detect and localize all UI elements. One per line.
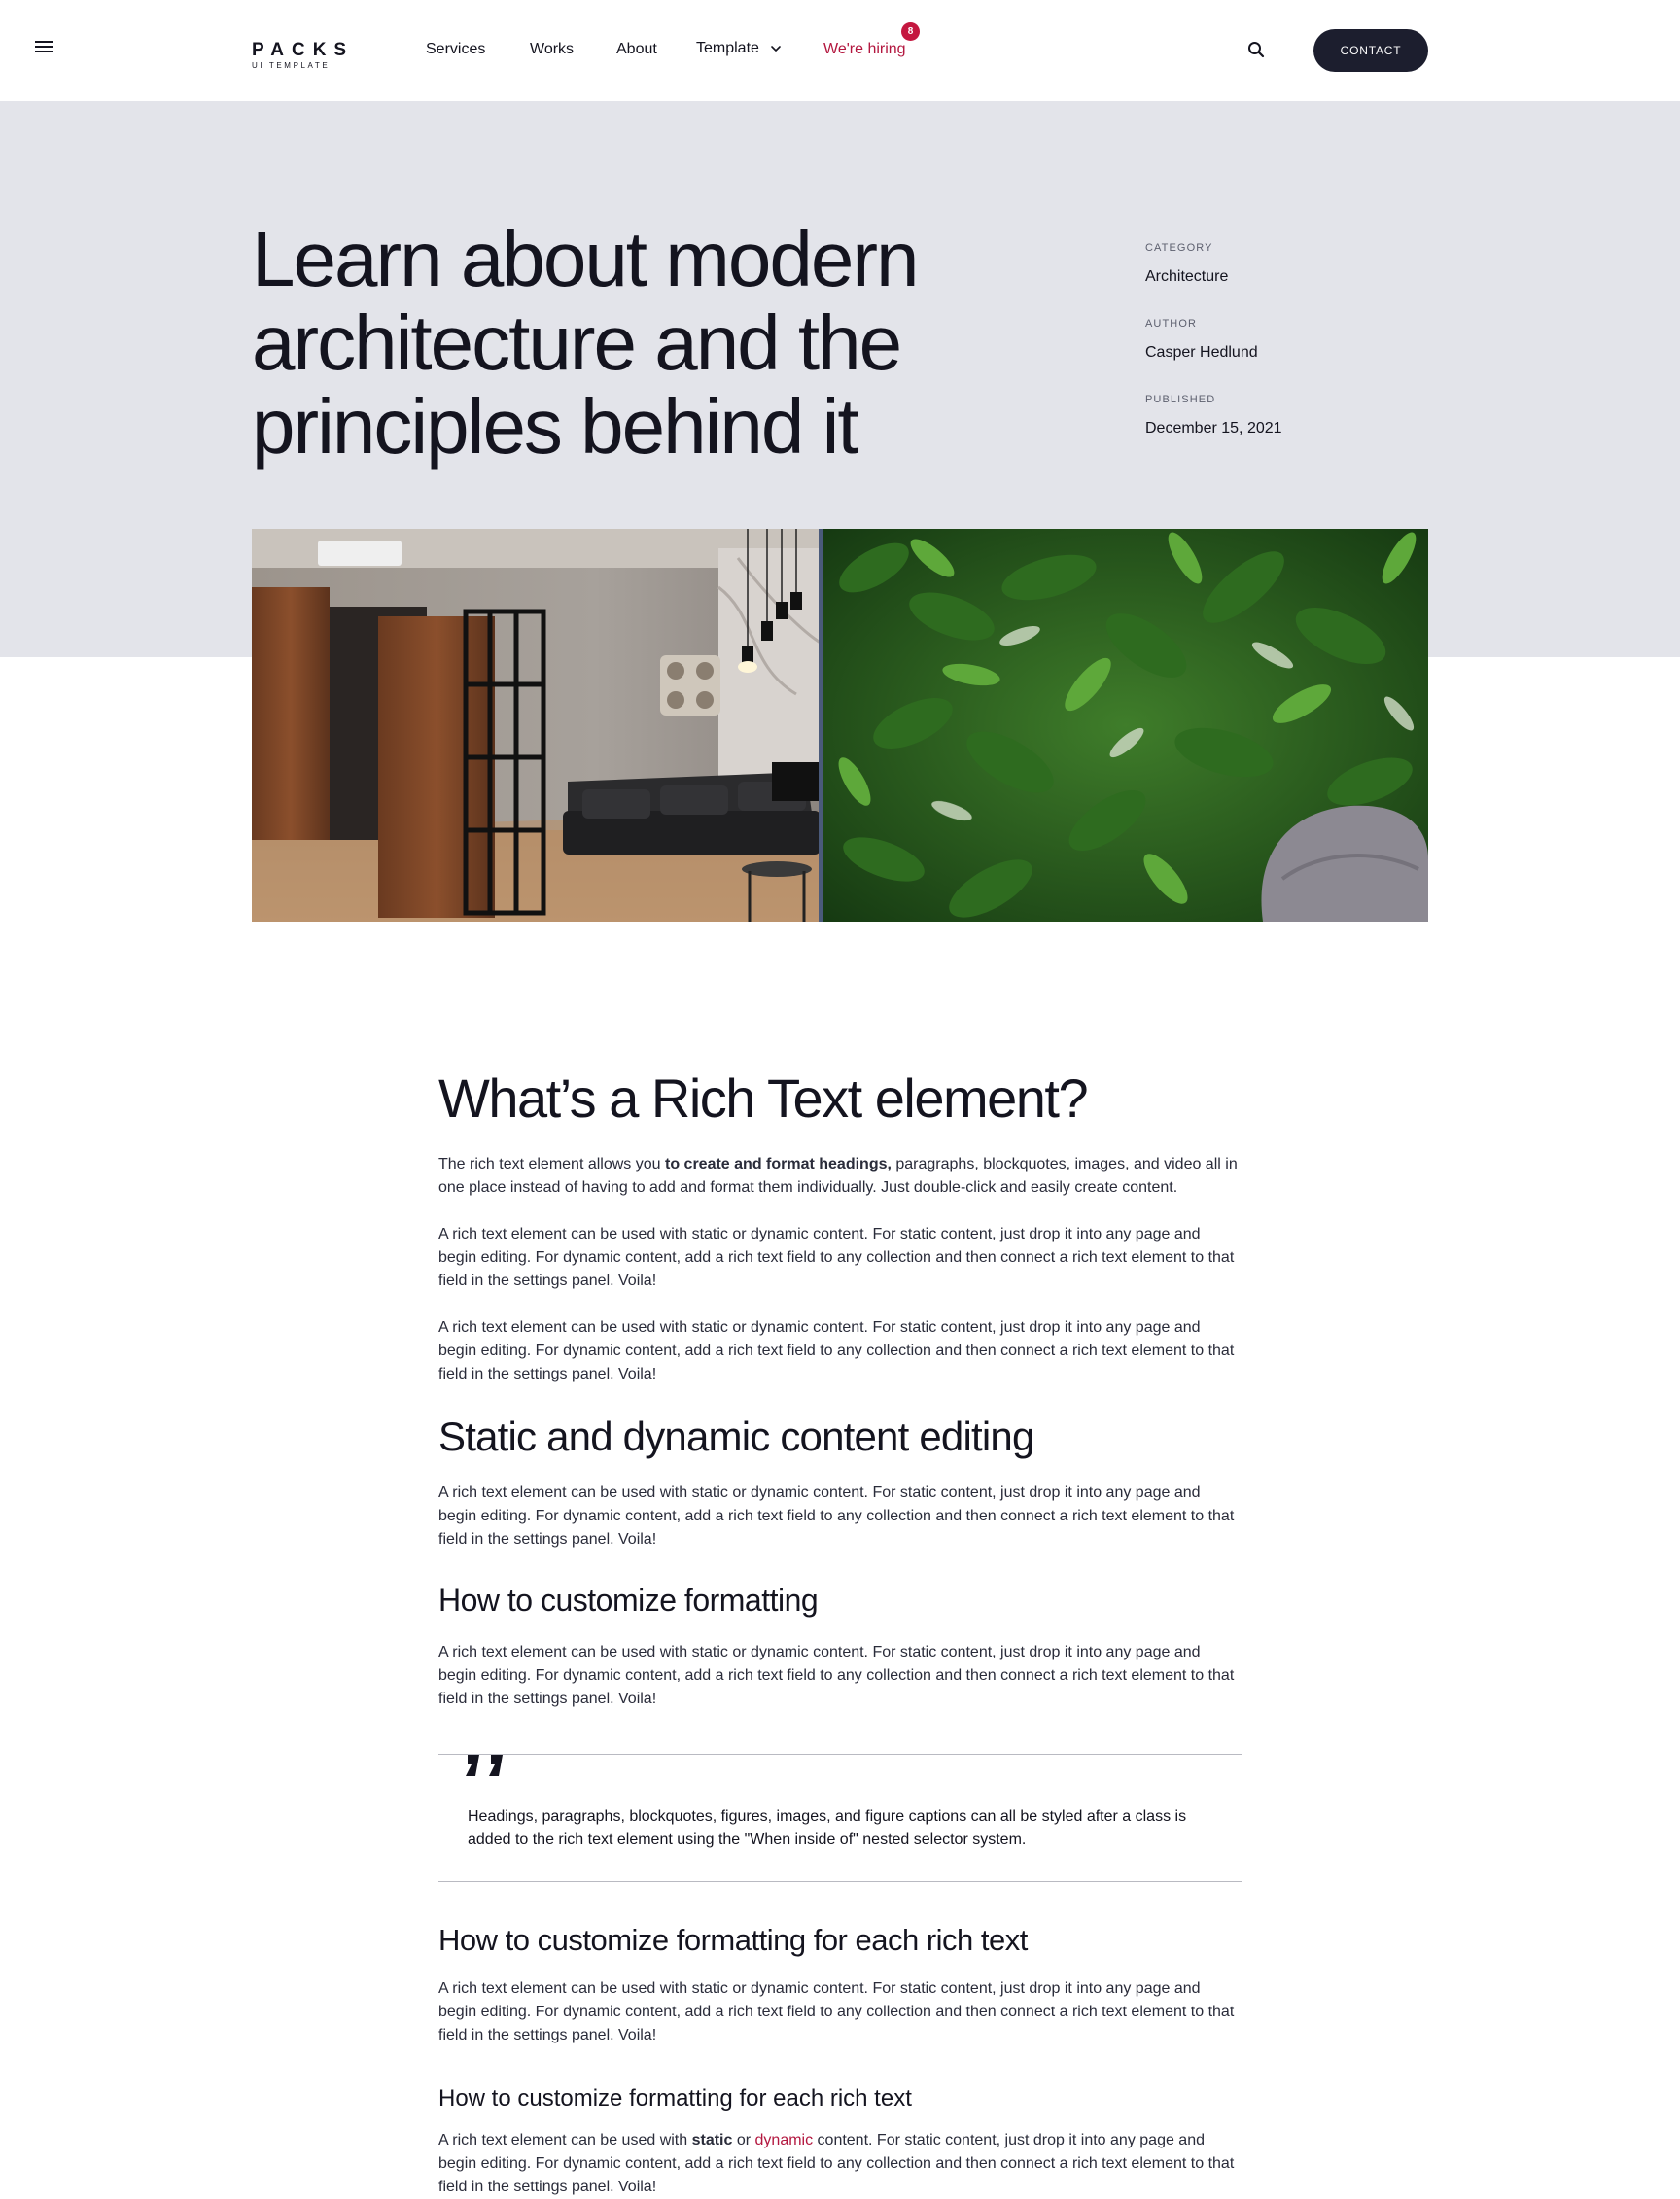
- hero-image-illustration: [252, 529, 1428, 922]
- hiring-count-badge: 8: [901, 22, 920, 41]
- nav-link-hiring[interactable]: We're hiring: [823, 41, 906, 57]
- meta-author: [1145, 317, 1258, 364]
- intro-bold-text: to create and format headings,: [665, 1156, 892, 1172]
- article-heading-2: Static and dynamic content editing: [438, 1414, 1034, 1459]
- article-paragraph: A rich text element can be used with static or dynamic content. For static content, just drop it into any page and begin editing. For dynamic content, add a rich text field to any collection and then connect a rich text element to that field in the settings panel. Voila!: [438, 1319, 1235, 1382]
- quote-mark-icon: [464, 1753, 510, 1778]
- article-paragraph: A rich text element can be used with static or dynamic content. For static content, just drop it into any page and begin editing. For dynamic content, add a rich text field to any collection and then connect a rich text element to that field in the settings panel. Voila!: [438, 1644, 1235, 1707]
- page-title: Learn about modern architecture and the principles behind it: [252, 216, 918, 470]
- article-heading-5: How to customize formatting for each rich text: [438, 2085, 912, 2112]
- meta-published-value: December 15, 2021: [1145, 420, 1282, 436]
- nav-dropdown-template[interactable]: [696, 38, 783, 59]
- hamburger-menu-icon[interactable]: [35, 41, 52, 58]
- nav-link-services[interactable]: Services: [426, 41, 486, 57]
- last-text-end: content. For static content, just drop it into any page and begin editing. For dynamic content, add a rich text field to any collection and then connect a rich text element to that field in the settings panel. Voila!: [438, 2132, 1235, 2195]
- meta-author-value: Casper Hedlund: [1145, 344, 1258, 361]
- dynamic-link[interactable]: dynamic: [754, 2132, 814, 2148]
- nav-dropdown-template-label: Template: [696, 40, 759, 56]
- meta-published-label: PUBLISHED: [1145, 394, 1216, 405]
- article-paragraph: A rich text element can be used with static or dynamic content. For static content, just drop it into any page and begin editing. For dynamic content, add a rich text field to any collection and then connect a rich text element to that field in the settings panel. Voila!: [438, 1226, 1235, 1289]
- meta-category-value: Architecture: [1145, 268, 1229, 285]
- last-text-start: A rich text element can be used with: [438, 2132, 692, 2148]
- last-text-or: or: [732, 2132, 755, 2148]
- blockquote-text: Headings, paragraphs, blockquotes, figures, images, and figure captions can all be styled after a class is added to the rich text element using the "When inside of" nested selector system.: [468, 1808, 1187, 1848]
- article-last-paragraph: [438, 2129, 1242, 2199]
- contact-button[interactable]: CONTACT: [1313, 29, 1428, 72]
- meta-published: [1145, 393, 1282, 439]
- article-paragraph: A rich text element can be used with static or dynamic content. For static content, just drop it into any page and begin editing. For dynamic content, add a rich text field to any collection and then connect a rich text element to that field in the settings panel. Voila!: [438, 1484, 1235, 1548]
- top-navigation: [0, 0, 1680, 101]
- intro-text-start: The rich text element allows you: [438, 1156, 665, 1172]
- blockquote: [438, 1754, 1242, 1882]
- article-heading-4: How to customize formatting for each rich text: [438, 1923, 1028, 1957]
- logo[interactable]: [252, 41, 354, 71]
- logo-subtitle: UI TEMPLATE: [252, 61, 331, 70]
- nav-link-works[interactable]: Works: [530, 41, 575, 57]
- article-body: [438, 1069, 1242, 2199]
- meta-category-label: CATEGORY: [1145, 242, 1213, 254]
- chevron-down-icon: [769, 42, 783, 55]
- static-bold-text: static: [691, 2132, 733, 2148]
- hero-image: [252, 529, 1428, 922]
- search-icon[interactable]: [1246, 40, 1266, 59]
- intro-text-end: paragraphs, blockquotes, images, and video all in one place instead of having to add and format them individually. Just double-click and easily create content.: [438, 1156, 1238, 1196]
- logo-wordmark: PACKS: [252, 40, 355, 60]
- article-heading-1: What’s a Rich Text element?: [438, 1067, 1088, 1129]
- nav-link-about[interactable]: About: [616, 41, 657, 57]
- meta-category: [1145, 241, 1228, 288]
- article-paragraph: A rich text element can be used with static or dynamic content. For static content, just drop it into any page and begin editing. For dynamic content, add a rich text field to any collection and then connect a rich text element to that field in the settings panel. Voila!: [438, 1980, 1235, 2043]
- article-intro-paragraph: [438, 1153, 1242, 1200]
- meta-author-label: AUTHOR: [1145, 318, 1198, 330]
- article-heading-3: How to customize formatting: [438, 1583, 819, 1618]
